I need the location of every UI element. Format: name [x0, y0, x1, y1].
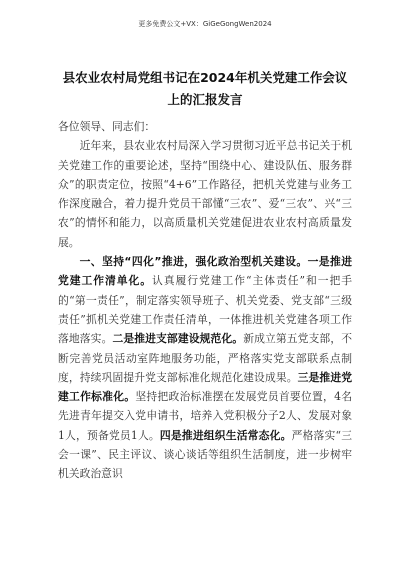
- section-1-heading: 一、坚持“四化”推进，强化政治型机关建设。: [79, 255, 308, 269]
- item-2-text: 新成立第五党支部，不断完善党员活动室阵地服务功能，严格落实党支部联系点制度，持续巩固提升党支部标准化规范化建设成果。: [58, 332, 353, 384]
- section-1-paragraph: [58, 252, 352, 484]
- item-3-heading: 三是推进党建工作标准化。: [58, 370, 353, 404]
- item-4-text: 严格落实“三会一课”、民主评议、谈心谈话等组织生活制度，进一步树牢机关政治意识: [58, 428, 352, 481]
- document-body: [58, 117, 352, 484]
- page-header: 更多免费公文+VX：GiGeGongWen2024: [138, 20, 272, 28]
- item-4-heading: 四是推进组织生活常态化。: [159, 428, 292, 442]
- item-1-text: 认真履行党建工作“主体责任”和一把手的“第一责任”，制定落实领导班子、机关党委、党支部“三级责任”抓机关党建工作责任清单，一体推进机关党建各项工作落地落实。: [58, 274, 352, 346]
- document-title: 县农业农村局党组书记在2024年机关党建工作会议上的汇报发言: [62, 70, 348, 107]
- intro-paragraph: 近年来，县农业农村局深入学习贯彻习近平总书记关于机关党建工作的重要论述，坚持“围绕中心、建设队伍、服务群众”的职责定位，按照“4+6”工作路径，把机关党建与业务工作深度融合，着力提升党员干部懂“三农”、爱“三农”、兴“三农”的情怀和能力，以高质量机关党建促进农业农村高质量发展。: [58, 139, 352, 249]
- item-3-text: 坚持把政治标准摆在发展党员首要位置，4名先进青年提交入党申请书，培养入党积极分子2人、发展对象1人，预备党员1人。: [58, 390, 353, 442]
- item-1-heading: 一是推进党建工作清单化。: [58, 255, 352, 288]
- greeting: 各位领导、同志们：: [58, 120, 156, 133]
- item-2-heading: 二是推进支部建设规范化。: [112, 332, 244, 346]
